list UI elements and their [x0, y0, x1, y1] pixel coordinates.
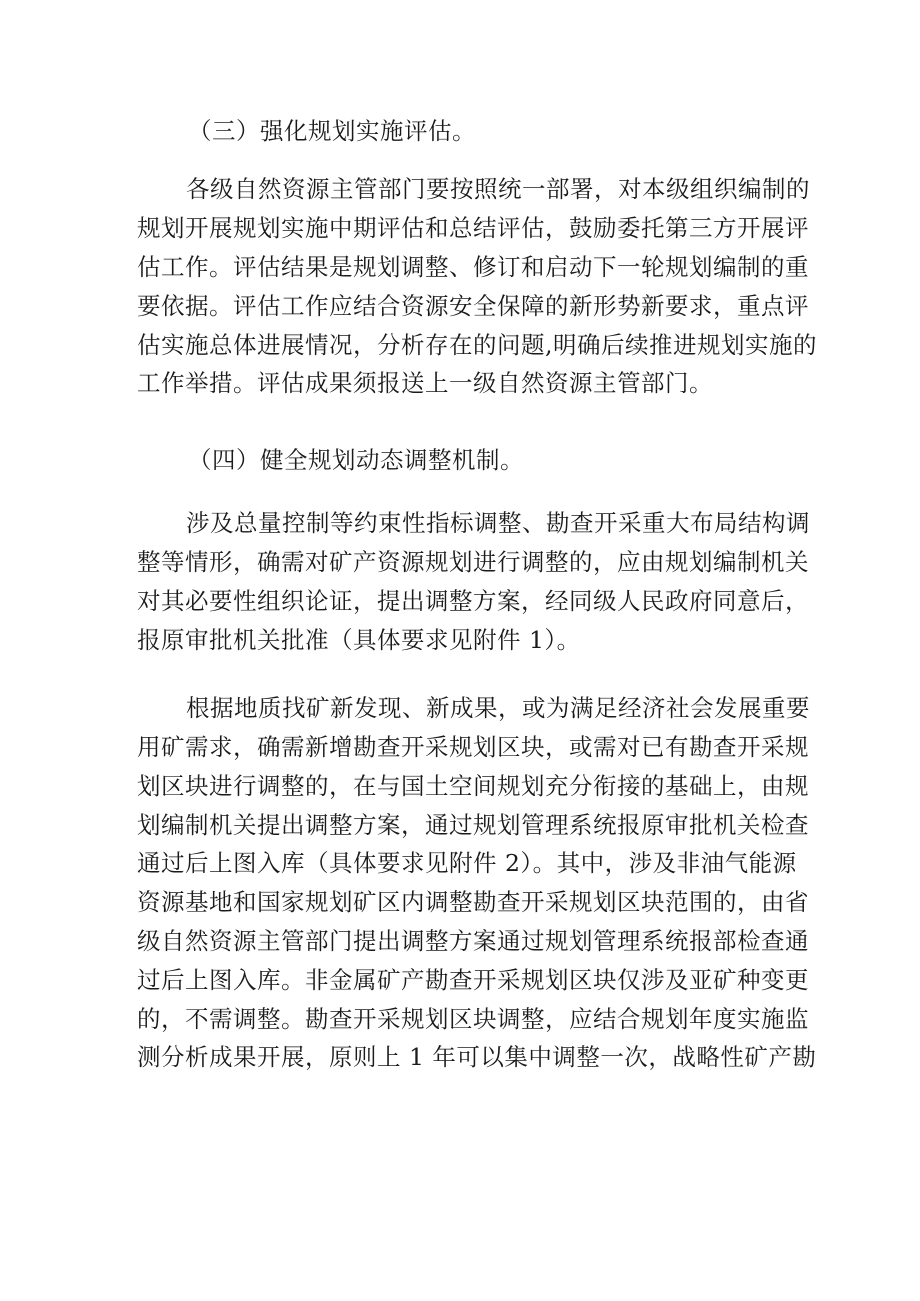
document-page: （三）强化规划实施评估。 各级自然资源主管部门要按照统一部署，对本级组织编制的 规划开展规划实施中期评估和总结评估，鼓励委托第三方开展评 估工作。评估结果是规划调整、修订和启动下一轮规划编制的重 要依据。评估工作应结合资源安全保障的新形势新要求，重点评 估实施总体进展情况，分析存在的问题,明确后续推进规划实施的 工作举措。评估成果须报送上一级自然资源主管部门。 （四）健全规划动态调整机制。 涉及总量控制等约束性指标调整、勘查开采重大布局结构调 整等情形，确需对矿产资源规划进行调整的，应由规划编制机关 对其必要性组织论证，提出调整方案，经同级人民政府同意后， 报原审批机关批准（具体要求见附件 1）。 根据地质找矿新发现、新成果，或为满足经济社会发展重要 用矿需求，确需新增勘查开采规划区块，或需对已有勘查开采规 划区块进行调整的，在与国土空间规划充分衔接的基础上，由规 划编制机关提出调整方案，通过规划管理系统报原审批机关检查 通过后上图入库（具体要求见附件 2）。其中，涉及非油气能源 资源基地和国家规划矿区内调整勘查开采规划区块范围的，由省 级自然资源主管部门提出调整方案通过规划管理系统报部检查通 过后上图入库。非金属矿产勘查开采规划区块仅涉及亚矿种变更 的，不需调整。勘查开采规划区块调整，应结合规划年度实施监 测分析成果开展，原则上 1 年可以集中调整一次，战略性矿产勘	[0, 0, 920, 1301]
